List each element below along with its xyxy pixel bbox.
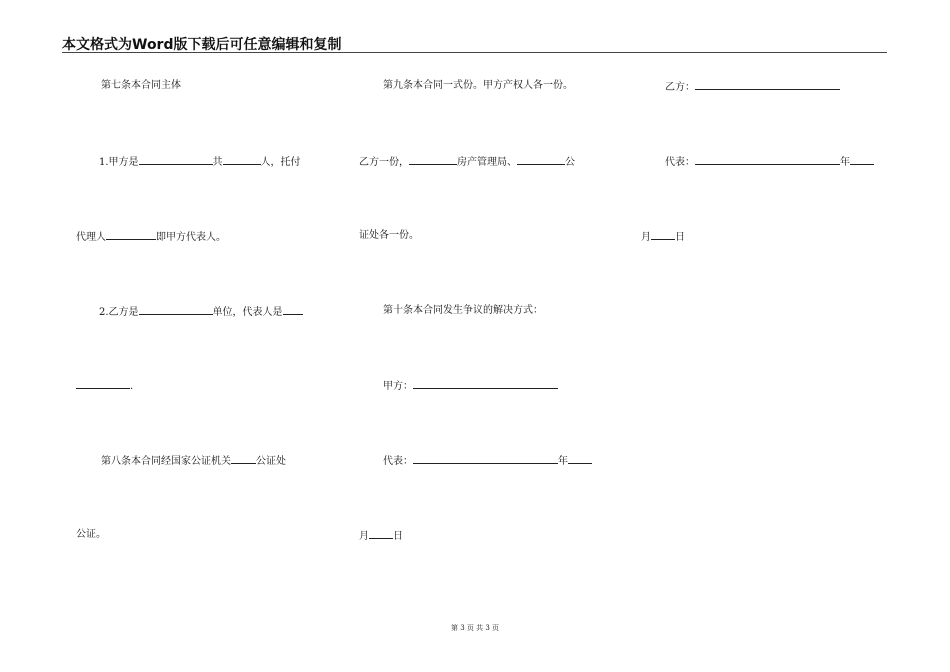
party-b-signature-line — [665, 80, 840, 94]
col1-line-party-b — [99, 305, 303, 319]
text: 日 — [393, 531, 403, 542]
text: 共 — [212, 157, 223, 168]
article-9-title: 第九条本合同一式份。甲方产权人各一份。 — [383, 80, 573, 91]
blank-field — [695, 80, 840, 90]
page-number: 第 3 页 共 3 页 — [450, 624, 500, 632]
blank-field — [413, 379, 558, 389]
party-b-date-line — [641, 230, 685, 244]
article-7-title: 第七条本合同主体 — [101, 80, 181, 91]
text: 年 — [840, 157, 850, 168]
blank-field — [568, 454, 592, 464]
blank-field — [231, 454, 256, 464]
header-title: 本文格式为Word版下载后可任意编辑和复制 — [62, 37, 342, 53]
text: 人，托付 — [260, 157, 301, 168]
party-a-signature-line — [383, 379, 558, 393]
text: 代理人 — [76, 232, 106, 243]
text: 月 — [359, 531, 369, 542]
text: 公 — [565, 157, 575, 168]
article-8-title — [101, 454, 286, 468]
header-divider — [62, 52, 887, 53]
text: 甲方： — [383, 381, 413, 392]
blank-field — [106, 230, 156, 240]
blank-field — [76, 379, 130, 389]
text: 日 — [675, 232, 685, 243]
blank-field — [139, 155, 213, 165]
party-b-representative-line — [665, 155, 874, 169]
col1-line-notarization: 公证。 — [76, 529, 106, 540]
article-10-title: 第十条本合同发生争议的解决方式： — [383, 305, 543, 316]
blank-field — [139, 305, 213, 315]
blank-field — [413, 454, 558, 464]
col1-line-representative — [76, 379, 133, 393]
col1-line-agent — [76, 230, 226, 244]
blank-field — [850, 155, 874, 165]
col2-line-copies — [359, 155, 575, 169]
party-a-representative-line — [383, 454, 592, 468]
col2-line-notary-copy: 证处各一份。 — [359, 230, 419, 241]
text: . — [130, 381, 134, 392]
text: 乙方一份， — [359, 157, 409, 168]
blank-field — [369, 529, 393, 539]
text: 月 — [641, 232, 651, 243]
text: 1.甲方是 — [99, 157, 139, 168]
text: 即甲方代表人。 — [156, 232, 226, 243]
blank-field — [651, 230, 675, 240]
text: 乙方： — [665, 82, 695, 93]
blank-field — [409, 155, 457, 165]
text: 房产管理局、 — [457, 157, 517, 168]
text: 第八条本合同经国家公证机关 — [101, 456, 231, 467]
party-a-date-line — [359, 529, 403, 543]
blank-field — [283, 305, 303, 315]
blank-field — [223, 155, 261, 165]
blank-field — [517, 155, 565, 165]
text: 2.乙方是 — [99, 307, 139, 318]
col1-line-party-a — [99, 155, 301, 169]
text: 单位，代表人是 — [212, 307, 283, 318]
text: 代表： — [665, 157, 695, 168]
blank-field — [695, 155, 840, 165]
text: 公证处 — [256, 456, 286, 467]
text: 代表： — [383, 456, 413, 467]
text: 年 — [558, 456, 568, 467]
